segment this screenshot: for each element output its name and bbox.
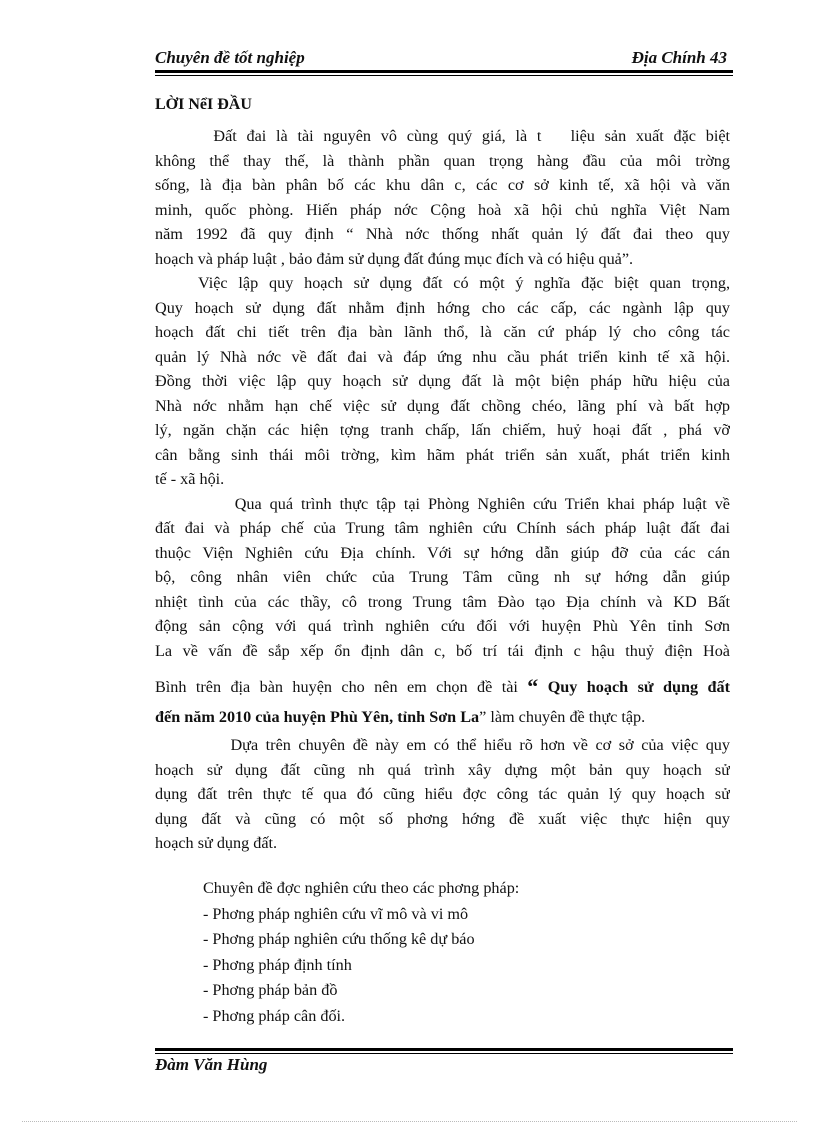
list-item: - Phơng pháp cân đối. [203, 1006, 346, 1025]
open-quote: “ [527, 674, 539, 699]
text-line: Qua quá trình thực tập tại Phòng Nghiên cứu Triển khai pháp luật về [155, 494, 730, 513]
topic-title-part2: đến năm 2010 của huyện Phù Yên, tỉnh Sơn La [155, 708, 480, 726]
text-line: năm 1992 đã quy định “ Nhà nớc thống nhất quản lý đất đai theo quy [155, 225, 730, 243]
header-rule-thick [155, 70, 733, 73]
text-line: Đất đai là tài nguyên vô cùng quý giá, là t liệu sản xuất đặc biệt [155, 127, 730, 145]
header-class-name: Địa Chính 43 [631, 48, 727, 67]
text-line: nhiệt tình của các thầy, cô trong Trung tâm Đào tạo Địa chính và KD Bất [155, 592, 730, 611]
page-header [155, 48, 733, 72]
footer-rule-thin [155, 1053, 733, 1054]
text-line: quản lý Nhà nớc về đất đai và đáp ứng nhu cầu phát triển kinh tế xã hội. [155, 347, 730, 366]
methods-intro: Chuyên đề đợc nghiên cứu theo các phơng pháp: [203, 879, 520, 897]
text-line: La về vấn đề sắp xếp ổn định dân c, bố trí tái định c hậu thuỷ điện Hoà [155, 641, 730, 660]
text-line: Việc lập quy hoạch sử dụng đất có một ý nghĩa đặc biệt quan trọng, [155, 274, 730, 292]
text-line: cân bằng sinh thái môi trờng, kìm hãm phát triển sản xuất, phát triển kinh [155, 445, 730, 464]
footer-author: Đàm Văn Hùng [155, 1055, 268, 1074]
header-rule-thin [155, 75, 733, 76]
list-item: - Phơng pháp định tính [203, 955, 352, 974]
text-line: dụng đất trên thực tế qua đó cũng hiểu đợc công tác quản lý quy hoạch sử [155, 785, 730, 803]
methods-list [203, 876, 519, 1029]
footer-rule-thick [155, 1048, 733, 1051]
list-item: - Phơng pháp nghiên cứu vĩ mô và vi mô [203, 904, 469, 923]
topic-line-2 [155, 702, 730, 733]
text-line: động sản cộng với quá trình nghiên cứu đối với huyện Phù Yên tỉnh Sơn [155, 617, 730, 635]
text-line: Quy hoạch sử dụng đất nhằm định hớng cho các cấp, các ngành lập quy [155, 298, 730, 317]
topic-line [155, 671, 730, 702]
text-line: hoạch đất chi tiết trên địa bàn lãnh thổ, là căn cứ pháp lý cho công tác [155, 323, 730, 341]
text-line: hoạch và pháp luật , bảo đảm sử dụng đất đúng mục đích và có hiệu quả”. [155, 249, 634, 268]
text-line: đất đai và pháp chế của Trung tâm nghiên cứu Chính sách pháp luật đất đai [155, 519, 730, 537]
header-course-title: Chuyên đề tốt nghiệp [155, 48, 305, 67]
text-line: Đồng thời việc lập quy hoạch sử dụng đất là một biện pháp hữu hiệu của [155, 372, 730, 390]
text-line: sống, là địa bàn phân bố các khu dân c, các cơ sở kinh tế, xã hội và văn [155, 176, 730, 194]
text-line: Nhà nớc nhằm hạn chế việc sử dụng đất chồng chéo, lãng phí và bất hợp [155, 396, 730, 415]
text-line: tế - xã hội. [155, 470, 225, 488]
body-text [155, 124, 730, 856]
text-line: thuộc Viện Nghiên cứu Địa chính. Với sự hớng dẫn giúp đỡ của các cán [155, 543, 730, 562]
page-bottom-dotted-divider [22, 1121, 797, 1122]
text-line: hoạch sử dụng đất. [155, 834, 278, 852]
text-line: dụng đất và cũng có một số phơng hớng đề xuất việc thực hiện quy [155, 809, 730, 828]
list-item: - Phơng pháp nghiên cứu thống kê dự báo [203, 930, 475, 948]
topic-title-part1: Quy hoạch sử dụng đất [538, 678, 730, 696]
topic-prefix: Bình trên địa bàn huyện cho nên em chọn đề tài [155, 678, 528, 696]
text-line: minh, quốc phòng. Hiến pháp nớc Cộng hoà xã hội chủ nghĩa Việt Nam [155, 200, 730, 219]
text-line: hoạch sử dụng đất cũng nh quá trình xây dựng một bản quy hoạch sử [155, 760, 730, 779]
text-line: lý, ngăn chặn các hiện tợng tranh chấp, lấn chiếm, huỷ hoại đất , phá vỡ [155, 421, 730, 439]
section-heading: LỜI NểI ĐẦU [155, 96, 252, 113]
topic-suffix: ” làm chuyên đề thực tập. [479, 708, 646, 726]
text-line: Dựa trên chuyên đề này em có thể hiểu rõ hơn về cơ sở của việc quy [155, 736, 730, 754]
text-line: không thể thay thế, là thành phần quan trọng hàng đầu của môi trờng [155, 151, 730, 170]
list-item: - Phơng pháp bản đồ [203, 981, 338, 999]
text-line: bộ, công nhân viên chức của Trung Tâm cũng nh sự hớng dẫn giúp [155, 568, 730, 586]
